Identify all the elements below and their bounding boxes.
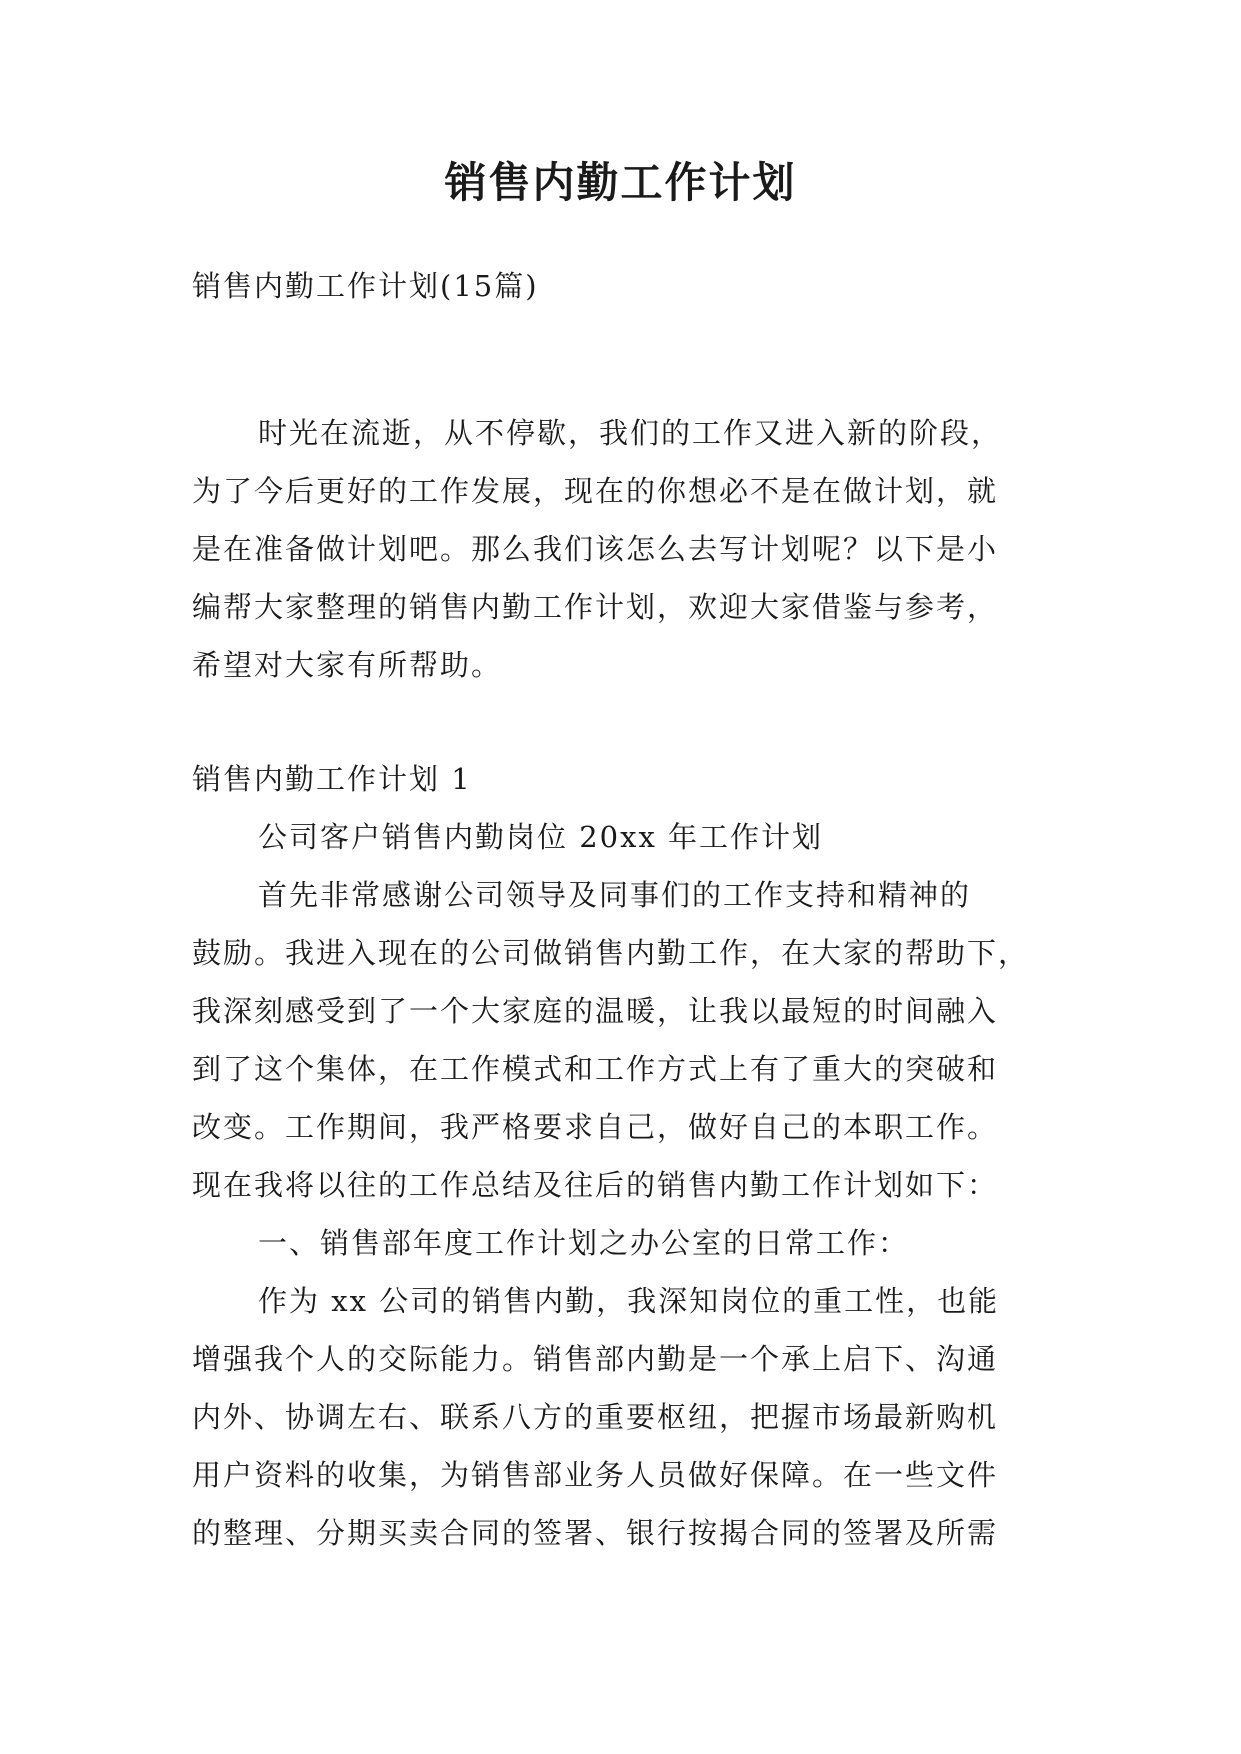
paragraph-line: 现在我将以往的工作总结及往后的销售内勤工作计划如下： bbox=[192, 1168, 999, 1202]
intro-line: 时光在流逝，从不停歇，我们的工作又进入新的阶段， bbox=[258, 416, 1003, 450]
paragraph-line: 的整理、分期买卖合同的签署、银行按揭合同的签署及所需 bbox=[192, 1516, 999, 1550]
paragraph-line: 增强我个人的交际能力。销售部内勤是一个承上启下、沟通 bbox=[192, 1342, 999, 1376]
paragraph-line: 改变。工作期间，我严格要求自己，做好自己的本职工作。 bbox=[192, 1110, 999, 1144]
paragraph-line: 作为 xx 公司的销售内勤，我深知岗位的重工性，也能 bbox=[258, 1284, 1000, 1318]
paragraph-line: 首先非常感谢公司领导及同事们的工作支持和精神的 bbox=[258, 878, 972, 912]
section-1 bbox=[192, 750, 1052, 1562]
intro-line: 希望对大家有所帮助。 bbox=[192, 648, 503, 682]
paragraph-line: 用户资料的收集，为销售部业务人员做好保障。在一些文件 bbox=[192, 1458, 999, 1492]
paragraph-line: 内外、协调左右、联系八方的重要枢纽，把握市场最新购机 bbox=[192, 1400, 999, 1434]
section-subheading: 公司客户销售内勤岗位 20xx 年工作计划 bbox=[258, 820, 824, 854]
document-subtitle: 销售内勤工作计划(15篇) bbox=[192, 269, 539, 303]
intro-paragraph bbox=[192, 404, 1052, 694]
intro-line: 是在准备做计划吧。那么我们该怎么去写计划呢？以下是小 bbox=[192, 532, 999, 566]
section-heading: 销售内勤工作计划 1 bbox=[192, 762, 472, 796]
paragraph-line: 到了这个集体，在工作模式和工作方式上有了重大的突破和 bbox=[192, 1052, 999, 1086]
paragraph-line: 鼓励。我进入现在的公司做销售内勤工作，在大家的帮助下， bbox=[192, 936, 1030, 970]
document-title: 销售内勤工作计划 bbox=[444, 158, 797, 207]
intro-line: 为了今后更好的工作发展，现在的你想必不是在做计划，就 bbox=[192, 474, 999, 508]
item-heading: 一、销售部年度工作计划之办公室的日常工作： bbox=[258, 1226, 910, 1260]
paragraph-line: 我深刻感受到了一个大家庭的温暖，让我以最短的时间融入 bbox=[192, 994, 999, 1028]
intro-line: 编帮大家整理的销售内勤工作计划，欢迎大家借鉴与参考， bbox=[192, 590, 999, 624]
